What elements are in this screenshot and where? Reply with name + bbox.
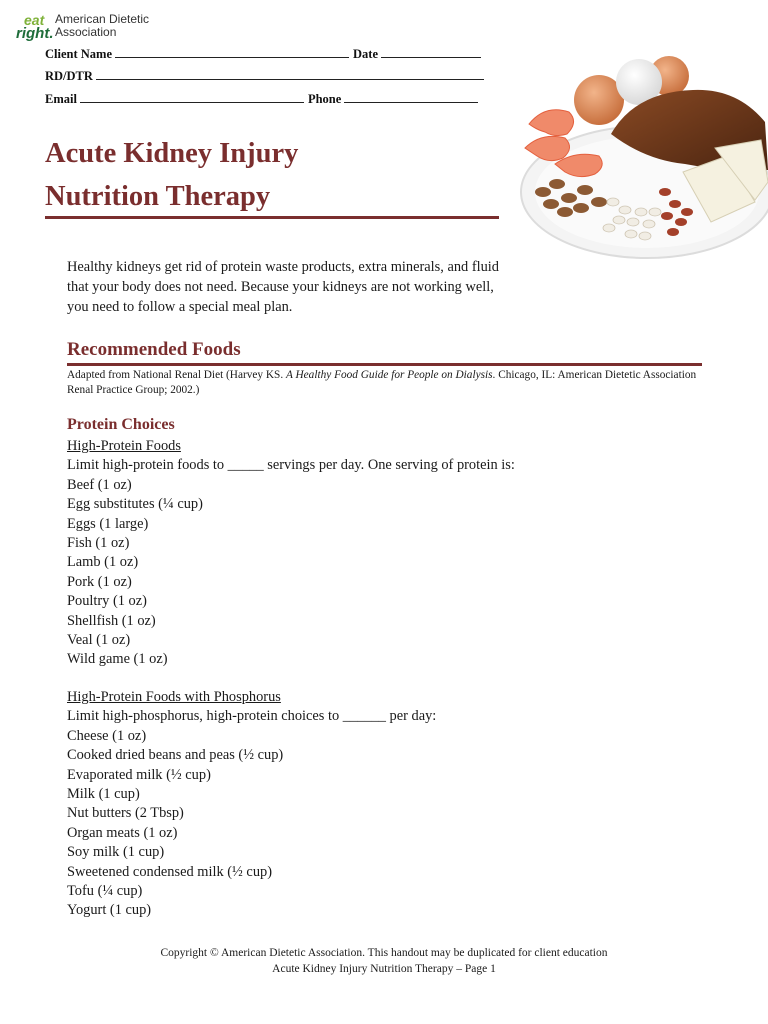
- logo-org-line-2: Association: [55, 25, 117, 39]
- list-item: Pork (1 oz): [67, 573, 132, 590]
- logo-right-text: right.: [16, 25, 54, 42]
- rd-dtr-row: [45, 68, 488, 84]
- citation-post: . Chicago, IL: American Dietetic Association Renal Practice Group; 2002.): [67, 369, 697, 396]
- list-item: Sweetened condensed milk (½ cup): [67, 863, 273, 880]
- email-field[interactable]: [80, 91, 304, 103]
- page-number: Acute Kidney Injury Nutrition Therapy – Page 1: [272, 963, 496, 975]
- high-protein-subheading: High-Protein Foods: [67, 438, 181, 454]
- page-footer: [0, 945, 768, 977]
- recommended-foods-heading: Recommended Foods: [67, 339, 241, 360]
- eatright-logo-mark: [16, 12, 54, 42]
- high-protein-phosphorus-subheading: High-Protein Foods with Phosphorus: [67, 689, 281, 705]
- list-item: Nut butters (2 Tbsp): [67, 805, 184, 822]
- list-item: Evaporated milk (½ cup): [67, 766, 211, 783]
- list-item: Egg substitutes (¼ cup): [67, 496, 203, 513]
- list-item: Poultry (1 oz): [67, 593, 147, 610]
- list-item: Veal (1 oz): [67, 632, 131, 649]
- logo-eat-text: eat: [24, 12, 45, 28]
- high-protein-instruction: Limit high-protein foods to _____ servings per day. One serving of protein is:: [67, 457, 515, 474]
- citation-pre: Adapted from National Renal Diet (Harvey KS.: [67, 369, 286, 381]
- phone-field[interactable]: [344, 91, 478, 103]
- list-item: Organ meats (1 oz): [67, 824, 178, 841]
- list-item: Lamb (1 oz): [67, 554, 139, 571]
- list-item: Yogurt (1 cup): [67, 902, 152, 919]
- rd-dtr-label: RD/DTR: [45, 69, 93, 83]
- client-name-field[interactable]: [115, 46, 349, 58]
- phone-label: Phone: [307, 92, 342, 106]
- list-item: Shellfish (1 oz): [67, 612, 156, 629]
- list-item: Eggs (1 large): [67, 515, 149, 532]
- date-field[interactable]: [381, 46, 481, 58]
- list-item: Beef (1 oz): [67, 476, 132, 493]
- intro-paragraph: Healthy kidneys get rid of protein waste products, extra minerals, and fluid that your body does not need. Because your kidneys are not working well, you need to follow a special meal plan.: [67, 259, 500, 315]
- protein-choices-heading: Protein Choices: [67, 416, 175, 433]
- copyright-notice: Copyright © American Dietetic Association. This handout may be duplicated for client education: [160, 947, 608, 959]
- date-label: Date: [353, 47, 378, 61]
- list-item: Tofu (¼ cup): [67, 883, 143, 900]
- client-name-row: [45, 46, 485, 62]
- list-item: Wild game (1 oz): [67, 651, 168, 668]
- client-name-label: Client Name: [45, 47, 112, 61]
- rd-dtr-field[interactable]: [96, 68, 484, 80]
- recommended-foods-divider: [67, 363, 702, 366]
- protein-foods-photo: [515, 52, 768, 262]
- email-label: Email: [45, 92, 77, 106]
- high-protein-phosphorus-section: [67, 688, 436, 921]
- page-title-line-2: Nutrition Therapy: [45, 181, 271, 212]
- list-item: Soy milk (1 cup): [67, 844, 165, 861]
- citation-book-title: A Healthy Food Guide for People on Dialysis: [285, 369, 493, 381]
- high-protein-section: [67, 437, 515, 670]
- page-title-line-1: Acute Kidney Injury: [45, 138, 299, 169]
- logo-organization-name: [55, 13, 149, 39]
- list-item: Milk (1 cup): [67, 786, 140, 803]
- list-item: Fish (1 oz): [67, 535, 130, 552]
- citation-note: [67, 368, 707, 398]
- high-protein-phosphorus-instruction: Limit high-phosphorus, high-protein choices to ______ per day:: [67, 708, 437, 725]
- eatright-logo: [16, 12, 166, 44]
- list-item: Cooked dried beans and peas (½ cup): [67, 747, 284, 764]
- logo-org-line-1: American Dietetic: [55, 12, 150, 26]
- list-item: Cheese (1 oz): [67, 727, 147, 744]
- title-divider: [45, 216, 499, 219]
- email-phone-row: [45, 91, 482, 107]
